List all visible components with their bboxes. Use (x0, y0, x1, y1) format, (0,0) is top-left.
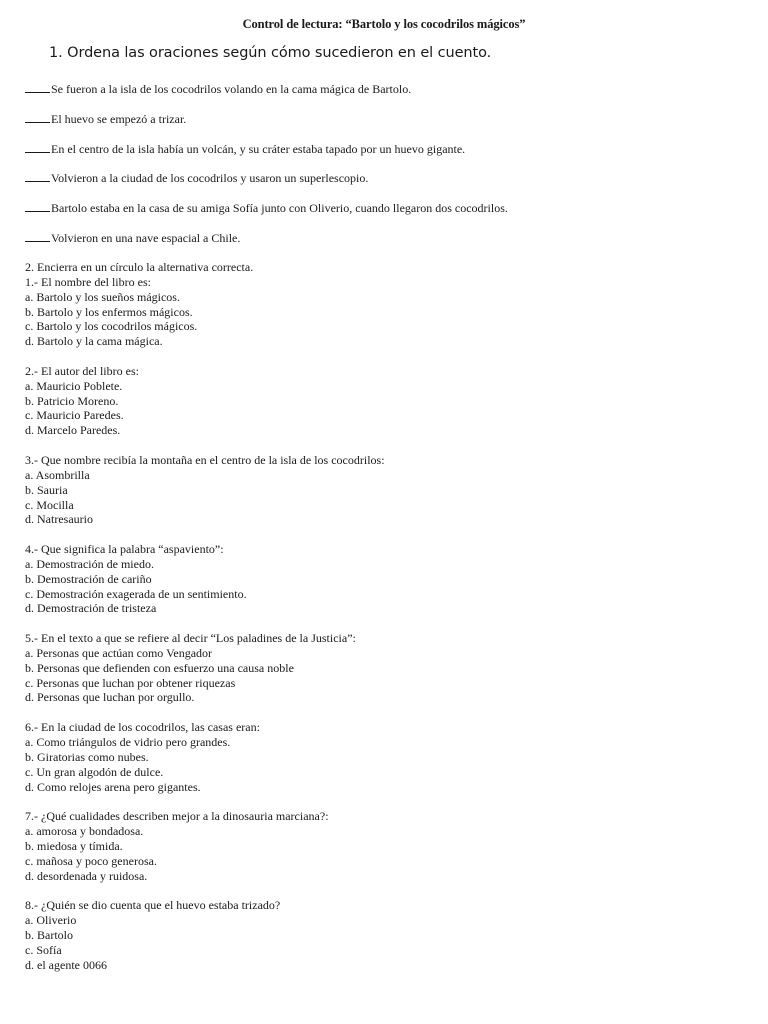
answer-option[interactable]: c. Sofía (25, 942, 62, 957)
answer-option[interactable]: c. Demostración exagerada de un sentimiento. (25, 586, 247, 601)
answer-option[interactable]: a. Mauricio Poblete. (25, 378, 123, 393)
section-1-heading: 1. Ordena las oraciones según cómo sucedieron en el cuento. (49, 45, 492, 61)
ordering-list (25, 81, 508, 260)
answer-option[interactable]: b. Giratorias como nubes. (25, 749, 149, 764)
answer-option[interactable]: d. Demostración de tristeza (25, 601, 157, 616)
answer-option[interactable]: b. Bartolo (25, 927, 73, 942)
ordering-item-text: Bartolo estaba en la casa de su amiga Sofía junto con Oliverio, cuando llegaron dos cocodrilos. (51, 201, 508, 216)
question-text: 3.- Que nombre recibía la montaña en el centro de la isla de los cocodrilos: (25, 452, 385, 467)
answer-option[interactable]: c. Bartolo y los cocodrilos mágicos. (25, 319, 198, 334)
section-2-heading: 2. Encierra en un círculo la alternativa correcta. (25, 260, 254, 274)
answer-blank[interactable] (25, 81, 50, 93)
answer-option[interactable]: d. Personas que luchan por orgullo. (25, 690, 195, 705)
answer-option[interactable]: b. miedosa y tímida. (25, 838, 123, 853)
question-text: 5.- En el texto a que se refiere al decir “Los paladines de la Justicia”: (25, 631, 356, 646)
answer-option[interactable]: c. mañosa y poco generosa. (25, 853, 157, 868)
answer-option[interactable]: b. Demostración de cariño (25, 571, 152, 586)
question-text: 6.- En la ciudad de los cocodrilos, las casas eran: (25, 720, 260, 735)
spacer (25, 705, 385, 720)
ordering-item-text: En el centro de la isla había un volcán, y su cráter estaba tapado por un huevo gigante. (51, 141, 466, 156)
answer-option[interactable]: d. Bartolo y la cama mágica. (25, 334, 163, 349)
answer-option[interactable]: c. Personas que luchan por obtener riquezas (25, 675, 236, 690)
question-block (25, 720, 385, 794)
answer-option[interactable]: a. Bartolo y los sueños mágicos. (25, 289, 180, 304)
question-block (25, 542, 385, 616)
ordering-item-text: Volvieron en una nave espacial a Chile. (51, 230, 241, 245)
question-text: 1.- El nombre del libro es: (25, 274, 151, 289)
answer-option[interactable]: c. Mocilla (25, 497, 74, 512)
spacer (25, 349, 385, 364)
answer-blank[interactable] (25, 111, 50, 123)
ordering-item (25, 141, 508, 171)
question-text: 7.- ¿Qué cualidades describen mejor a la dinosauria marciana?: (25, 809, 329, 824)
answer-option[interactable]: a. Personas que actúan como Vengador (25, 645, 213, 660)
multiple-choice-section (25, 260, 385, 973)
answer-option[interactable]: a. Como triángulos de vidrio pero grandes. (25, 735, 231, 749)
ordering-item (25, 170, 508, 200)
spacer (25, 527, 385, 542)
ordering-item (25, 200, 508, 230)
question-block (25, 364, 385, 438)
answer-option[interactable]: b. Sauria (25, 482, 68, 497)
ordering-item (25, 111, 508, 141)
spacer (25, 794, 385, 809)
answer-option[interactable]: a. amorosa y bondadosa. (25, 824, 144, 839)
spacer (25, 438, 385, 453)
answer-option[interactable]: a. Demostración de miedo. (25, 556, 154, 571)
question-block (25, 809, 385, 883)
spacer (25, 883, 385, 898)
answer-option[interactable]: d. Como relojes arena pero gigantes. (25, 779, 201, 794)
answer-blank[interactable] (25, 170, 50, 182)
answer-option[interactable]: b. Personas que defienden con esfuerzo una causa noble (25, 660, 294, 675)
question-text: 2.- El autor del libro es: (25, 363, 139, 378)
answer-option[interactable]: b. Patricio Moreno. (25, 393, 119, 408)
answer-option[interactable]: d. Natresaurio (25, 512, 93, 527)
answer-option[interactable]: c. Mauricio Paredes. (25, 408, 124, 423)
ordering-item-text: Se fueron a la isla de los cocodrilos volando en la cama mágica de Bartolo. (51, 82, 412, 96)
answer-option[interactable]: a. Asombrilla (25, 467, 90, 482)
question-block (25, 631, 385, 705)
answer-blank[interactable] (25, 230, 50, 242)
ordering-item-text: Volvieron a la ciudad de los cocodrilos y usaron un superlescopio. (51, 171, 369, 186)
answer-option[interactable]: d. Marcelo Paredes. (25, 423, 121, 438)
ordering-item (25, 230, 508, 260)
question-block (25, 275, 385, 349)
answer-option[interactable]: d. desordenada y ruidosa. (25, 868, 148, 883)
answer-blank[interactable] (25, 141, 50, 153)
page-title: Control de lectura: “Bartolo y los cocodrilos mágicos” (242, 17, 526, 31)
answer-blank[interactable] (25, 200, 50, 212)
question-block (25, 898, 385, 972)
question-block (25, 453, 385, 527)
ordering-item (25, 81, 508, 111)
answer-option[interactable]: b. Bartolo y los enfermos mágicos. (25, 304, 193, 319)
question-text: 8.- ¿Quién se dio cuenta que el huevo estaba trizado? (25, 898, 281, 913)
ordering-item-text: El huevo se empezó a trizar. (51, 111, 187, 126)
answer-option[interactable]: c. Un gran algodón de dulce. (25, 764, 164, 779)
answer-option[interactable]: a. Oliverio (25, 913, 77, 928)
question-text: 4.- Que significa la palabra “aspaviento”: (25, 542, 224, 557)
spacer (25, 616, 385, 631)
answer-option[interactable]: d. el agente 0066 (25, 957, 107, 972)
